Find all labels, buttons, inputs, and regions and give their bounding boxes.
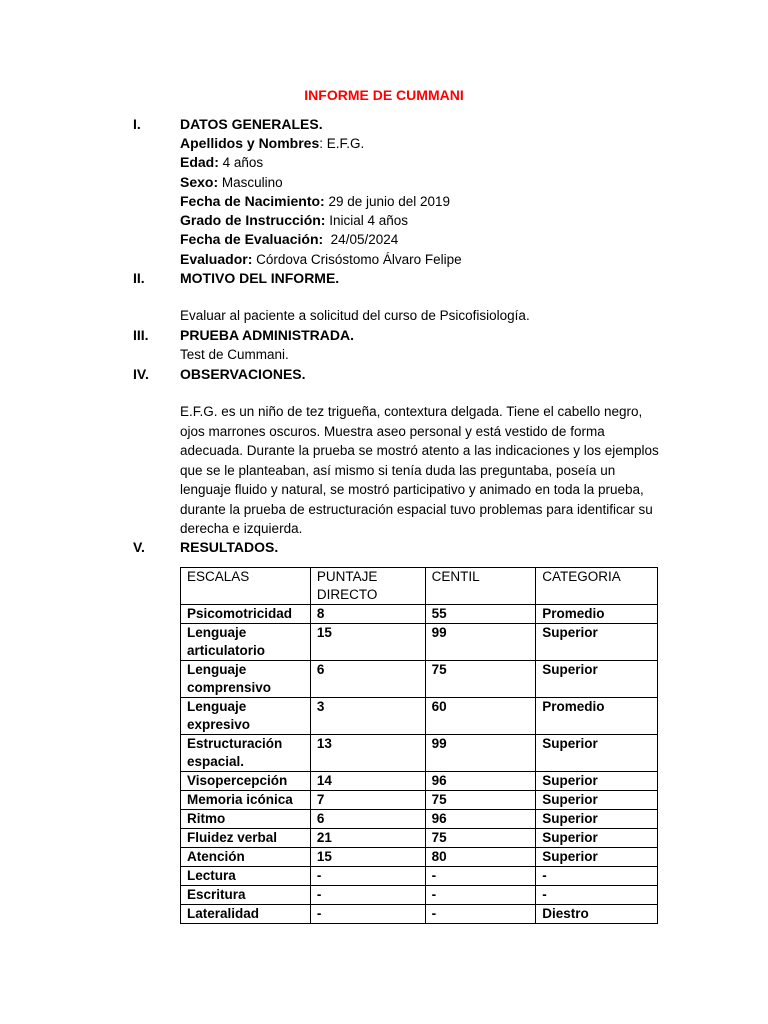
header-escalas: ESCALAS [181,568,311,605]
cell-puntaje: - [310,886,425,905]
section-5-title: RESULTADOS. [180,539,279,555]
table-row [181,661,658,698]
cell-centil: 96 [425,810,536,829]
field-nacimiento-value: 29 de junio del 2019 [324,194,451,209]
cell-centil: 75 [425,829,536,848]
cell-escala: Ritmo [181,810,311,829]
results-table [180,567,658,924]
cell-categoria: Diestro [536,905,658,924]
motivo-text: Evaluar al paciente a solicitud del curso de Psicofisiología. [180,308,530,323]
field-nacimiento-label: Fecha de Nacimiento: [180,193,325,209]
cell-categoria: Superior [536,791,658,810]
prueba-text: Test de Cummani. [180,347,289,362]
cell-categoria: Promedio [536,698,658,735]
field-edad [180,154,263,170]
cell-centil: 60 [425,698,536,735]
field-grado-label: Grado de Instrucción: [180,212,326,228]
cell-puntaje: 21 [310,829,425,848]
cell-categoria: Superior [536,624,658,661]
cell-centil: - [425,886,536,905]
cell-escala: Escritura [181,886,311,905]
cell-centil: - [425,905,536,924]
cell-categoria: Superior [536,848,658,867]
cell-escala: Lectura [181,867,311,886]
table-row [181,810,658,829]
cell-categoria: Promedio [536,605,658,624]
cell-puntaje: 13 [310,735,425,772]
field-grado-value: Inicial 4 años [325,213,409,228]
cell-escala: Lateralidad [181,905,311,924]
cell-escala: Lenguaje comprensivo [181,661,311,698]
cell-puntaje: 3 [310,698,425,735]
table-row [181,905,658,924]
cell-puntaje: 6 [310,661,425,698]
cell-categoria: Superior [536,829,658,848]
table-row [181,867,658,886]
cell-escala: Memoria icónica [181,791,311,810]
header-puntaje: PUNTAJE DIRECTO [310,568,425,605]
header-categoria: CATEGORIA [536,568,658,605]
field-nacimiento [180,193,450,209]
field-evaluador-label: Evaluador: [180,251,253,267]
section-4-number: IV. [133,366,149,382]
cell-puntaje: 15 [310,848,425,867]
document-title: INFORME DE CUMMANI [304,87,464,103]
cell-puntaje: - [310,867,425,886]
field-sexo-label: Sexo: [180,174,219,190]
cell-puntaje: - [310,905,425,924]
field-sexo [180,174,283,190]
table-row [181,735,658,772]
section-3-number: III. [133,327,149,343]
table-row [181,624,658,661]
cell-escala: Fluidez verbal [181,829,311,848]
table-row [181,886,658,905]
section-2-number: II. [133,270,145,286]
cell-puntaje: 7 [310,791,425,810]
cell-escala: Lenguaje expresivo [181,698,311,735]
cell-categoria: Superior [536,772,658,791]
field-evaluador-value: Córdova Crisóstomo Álvaro Felipe [252,252,462,267]
header-centil: CENTIL [425,568,536,605]
cell-puntaje: 14 [310,772,425,791]
results-header-row [181,568,658,605]
field-evaluador [180,251,462,267]
cell-centil: 96 [425,772,536,791]
field-evaluacion [180,231,398,247]
cell-categoria: Superior [536,810,658,829]
cell-categoria: Superior [536,735,658,772]
field-edad-value: 4 años [218,155,264,170]
cell-escala: Psicomotricidad [181,605,311,624]
field-grado [180,212,408,228]
field-apellidos-label: Apellidos y Nombres [180,135,320,151]
cell-centil: 80 [425,848,536,867]
table-row [181,605,658,624]
section-1-number: I. [133,116,141,132]
observaciones-paragraph: E.F.G. es un niño de tez trigueña, contextura delgada. Tiene el cabello negro, ojos marrones oscuros. Muestra aseo personal y está vestido de forma adecuada. Durante la prueba se mostró atento a las indicaciones y los ejemplos que se le planteaban, así mismo si tenía duda las preguntaba, poseía un lenguaje fluido y natural, se mostró participativo y animado en toda la prueba, durante la prueba de estructuración espacial tuvo problemas para identificar su derecha e izquierda. [180,404,659,536]
cell-centil: 75 [425,791,536,810]
table-row [181,829,658,848]
cell-centil: 55 [425,605,536,624]
field-apellidos-value: : E.F.G. [319,136,365,151]
cell-categoria: Superior [536,661,658,698]
section-2-title: MOTIVO DEL INFORME. [180,270,340,286]
cell-puntaje: 15 [310,624,425,661]
section-3-title: PRUEBA ADMINISTRADA. [180,327,354,343]
cell-centil: - [425,867,536,886]
cell-escala: Atención [181,848,311,867]
section-4-title: OBSERVACIONES. [180,366,306,382]
cell-puntaje: 8 [310,605,425,624]
table-row [181,772,658,791]
section-5-number: V. [133,539,145,555]
cell-categoria: - [536,867,658,886]
cell-escala: Estructuración espacial. [181,735,311,772]
field-evaluacion-label: Fecha de Evaluación: [180,231,324,247]
field-edad-label: Edad: [180,154,219,170]
field-apellidos [180,135,364,151]
cell-categoria: - [536,886,658,905]
table-row [181,698,658,735]
cell-centil: 75 [425,661,536,698]
field-sexo-value: Masculino [218,175,283,190]
cell-centil: 99 [425,624,536,661]
section-1-title: DATOS GENERALES. [180,116,323,132]
table-row [181,848,658,867]
cell-centil: 99 [425,735,536,772]
cell-escala: Lenguaje articulatorio [181,624,311,661]
field-evaluacion-value: 24/05/2024 [323,232,399,247]
table-row [181,791,658,810]
cell-puntaje: 6 [310,810,425,829]
cell-escala: Visopercepción [181,772,311,791]
